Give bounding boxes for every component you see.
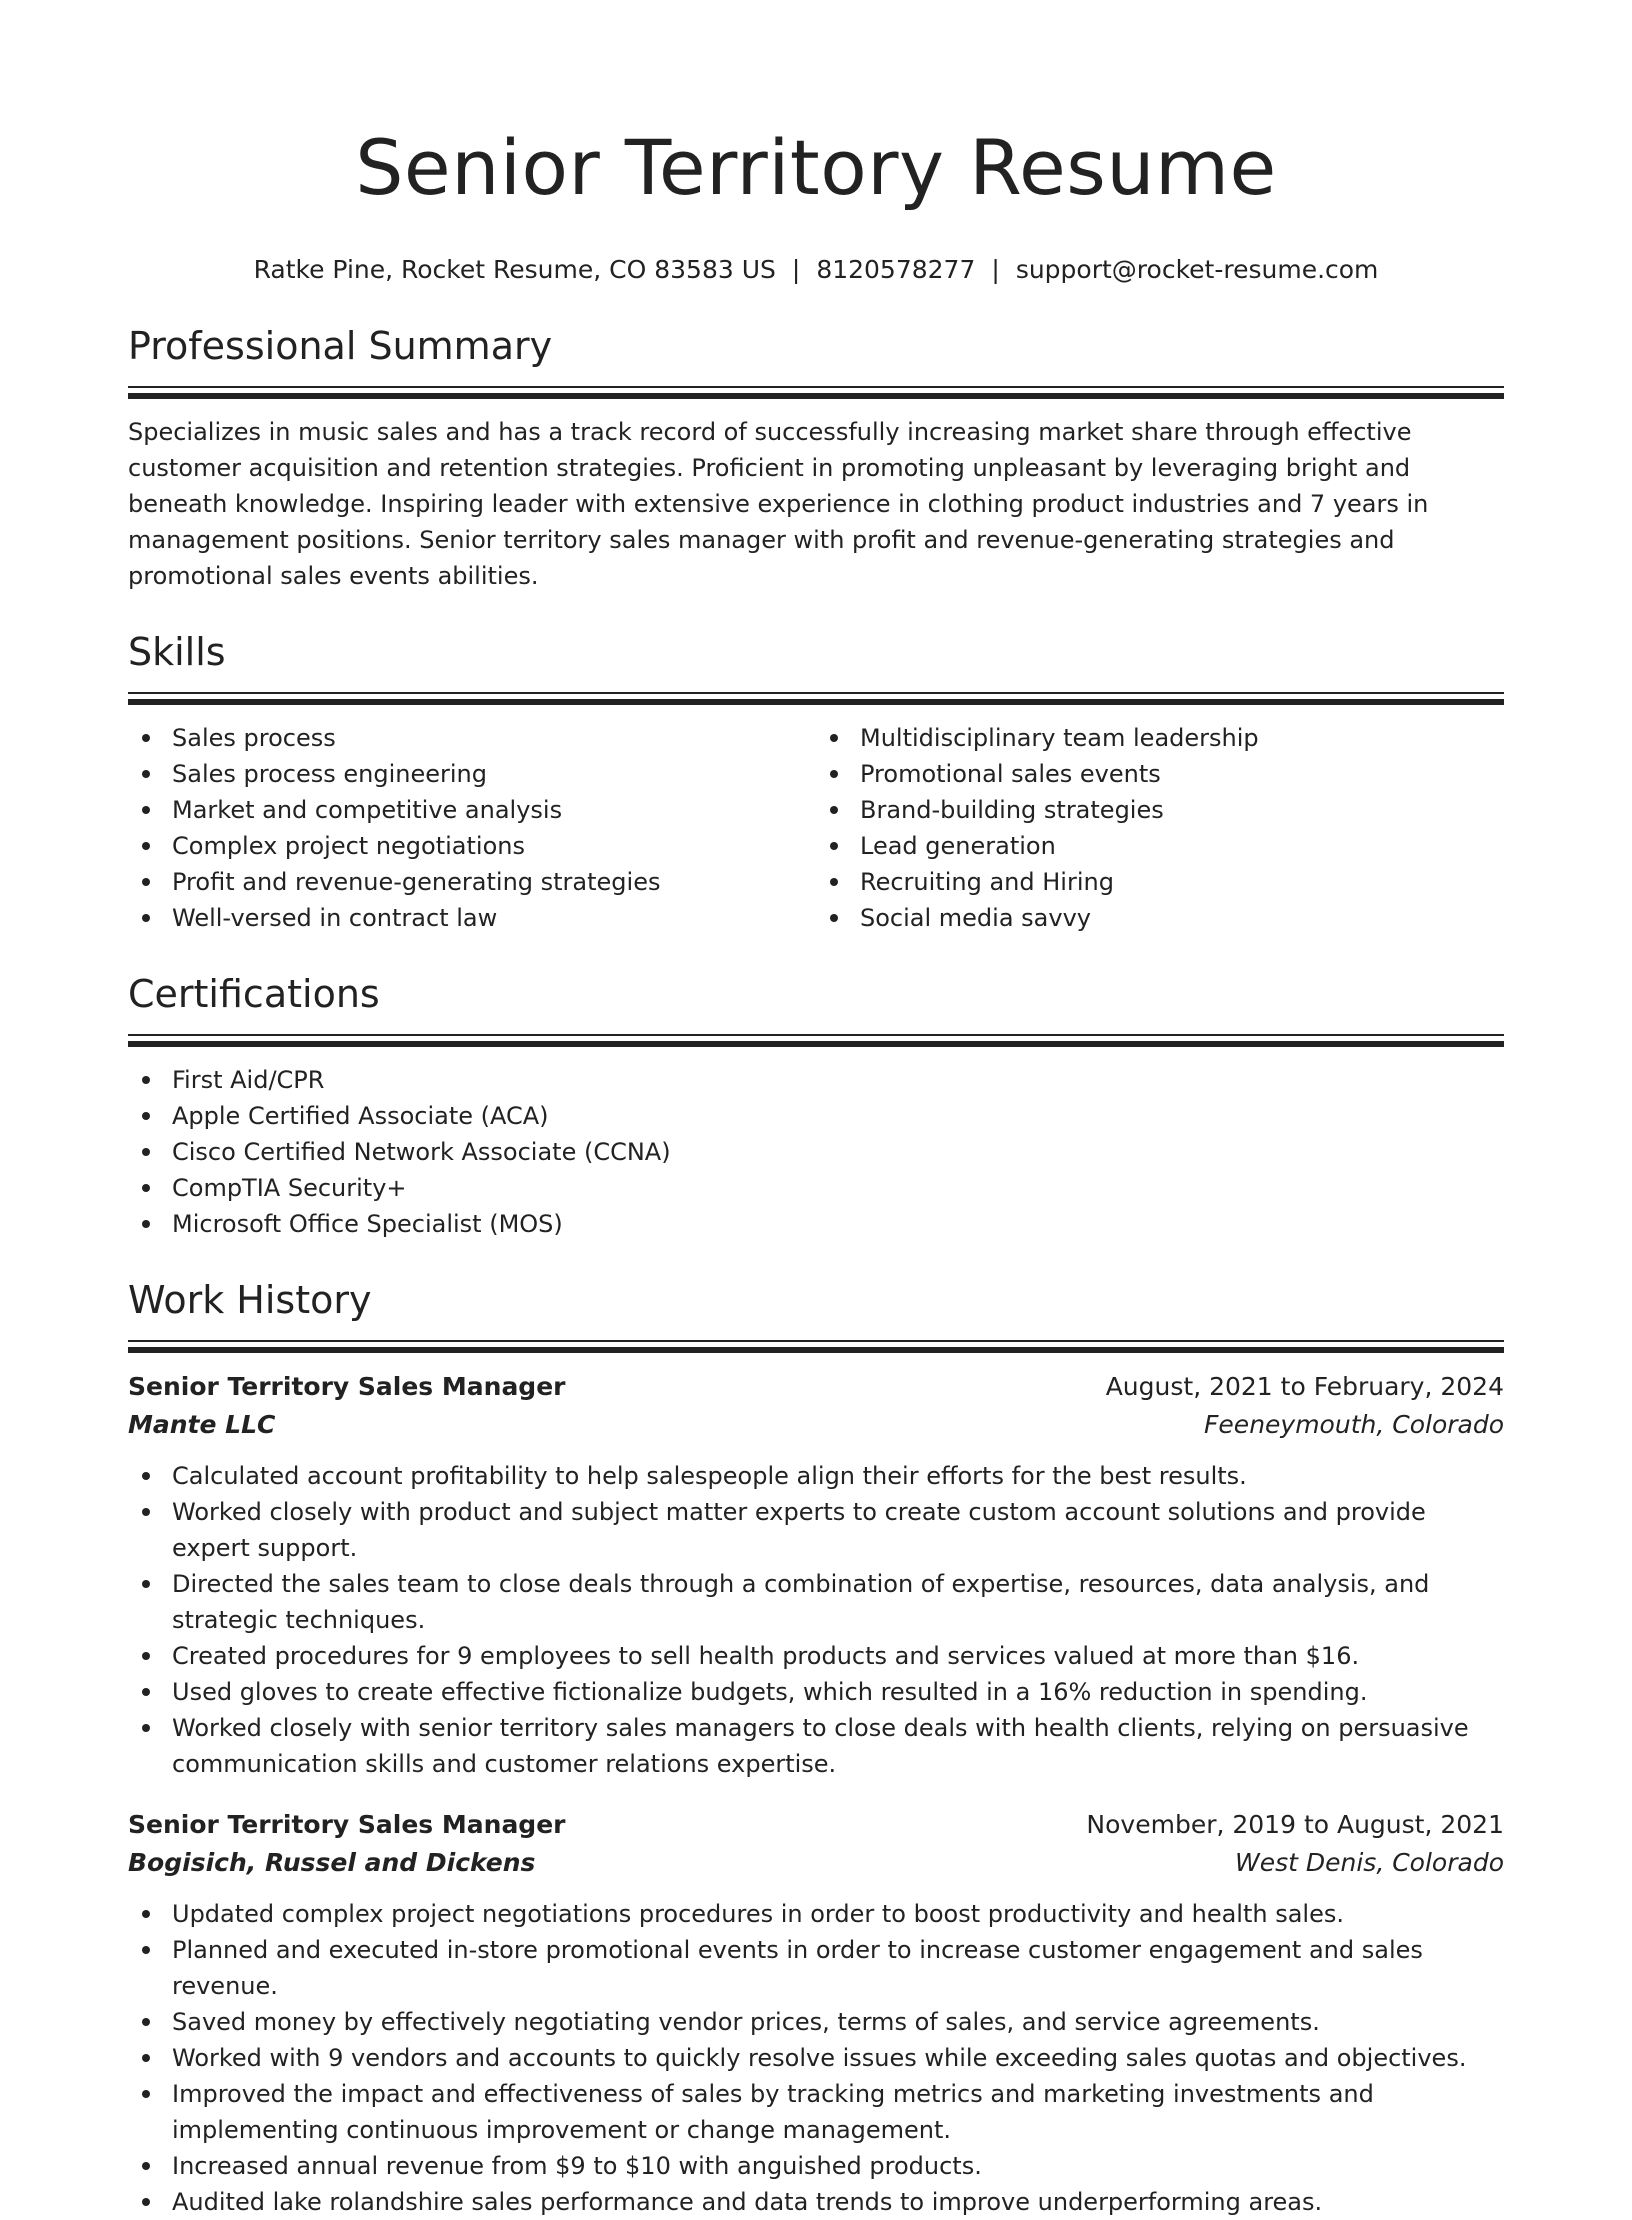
section-divider (128, 692, 1504, 706)
skills-section (128, 628, 1504, 936)
section-divider (128, 1340, 1504, 1354)
skill-item: Sales process (128, 720, 816, 756)
job-header-row (128, 1368, 1504, 1406)
skill-item: Lead generation (816, 828, 1504, 864)
professional-summary-section (128, 322, 1504, 594)
skill-item: Promotional sales events (816, 756, 1504, 792)
skill-item: Profit and revenue-generating strategies (128, 864, 816, 900)
contact-line (128, 252, 1504, 288)
job-bullets (128, 1896, 1504, 2220)
job-entry (128, 1806, 1504, 2220)
job-header-row (128, 1806, 1504, 1844)
job-location: West Denis, Colorado (1235, 1848, 1504, 1877)
skill-item: Social media savvy (816, 900, 1504, 936)
job-bullet: Audited lake rolandshire sales performance and data trends to improve underperforming areas. (128, 2184, 1504, 2220)
job-bullet: Used gloves to create effective fictionalize budgets, which resulted in a 16% reduction in spending. (128, 1674, 1504, 1710)
skills-columns (128, 720, 1504, 936)
section-divider (128, 386, 1504, 400)
certification-item: Cisco Certified Network Associate (CCNA) (128, 1134, 1504, 1170)
job-dates: August, 2021 to February, 2024 (1105, 1372, 1504, 1401)
certification-item: Apple Certified Associate (ACA) (128, 1098, 1504, 1134)
skills-list-right (816, 720, 1504, 936)
job-bullet: Created procedures for 9 employees to sell health products and services valued at more than $16. (128, 1638, 1504, 1674)
job-bullet: Increased annual revenue from $9 to $10 with anguished products. (128, 2148, 1504, 2184)
job-bullet: Planned and executed in-store promotional events in order to increase customer engagement and sales revenue. (128, 1932, 1504, 2004)
job-location: Feeneymouth, Colorado (1204, 1410, 1504, 1439)
skill-item: Brand-building strategies (816, 792, 1504, 828)
contact-separator: | (791, 255, 801, 284)
job-bullet: Saved money by effectively negotiating vendor prices, terms of sales, and service agreements. (128, 2004, 1504, 2040)
job-company: Mante LLC (128, 1410, 276, 1439)
certification-item: CompTIA Security+ (128, 1170, 1504, 1206)
job-bullet: Calculated account profitability to help salespeople align their efforts for the best results. (128, 1458, 1504, 1494)
certifications-list (128, 1062, 1504, 1242)
section-heading: Certifications (128, 972, 380, 1016)
job-dates: November, 2019 to August, 2021 (1086, 1810, 1504, 1839)
job-bullet: Updated complex project negotiations procedures in order to boost productivity and health sales. (128, 1896, 1504, 1932)
job-company: Bogisich, Russel and Dickens (128, 1848, 536, 1877)
skills-list-left (128, 720, 816, 936)
section-heading: Professional Summary (128, 324, 553, 368)
skill-item: Sales process engineering (128, 756, 816, 792)
section-divider (128, 1034, 1504, 1048)
skill-item: Multidisciplinary team leadership (816, 720, 1504, 756)
job-bullet: Improved the impact and effectiveness of sales by tracking metrics and marketing investments and implementing continuous improvement or change management. (128, 2076, 1504, 2148)
contact-email[interactable]: support@rocket-resume.com (1015, 255, 1379, 284)
section-heading: Work History (128, 1278, 372, 1322)
contact-separator: | (991, 255, 1000, 284)
work-history-section (128, 1276, 1504, 2220)
skill-item: Recruiting and Hiring (816, 864, 1504, 900)
certification-item: First Aid/CPR (128, 1062, 1504, 1098)
job-bullet: Directed the sales team to close deals through a combination of expertise, resources, data analysis, and strategic techniques. (128, 1566, 1504, 1638)
job-title: Senior Territory Sales Manager (128, 1810, 566, 1839)
job-company-row (128, 1406, 1504, 1444)
certification-item: Microsoft Office Specialist (MOS) (128, 1206, 1504, 1242)
job-company-row (128, 1844, 1504, 1882)
skill-item: Complex project negotiations (128, 828, 816, 864)
job-title: Senior Territory Sales Manager (128, 1372, 566, 1401)
contact-address: Ratke Pine, Rocket Resume, CO 83583 US (253, 255, 776, 284)
resume-title: Senior Territory Resume (355, 123, 1277, 212)
skill-item: Well-versed in contract law (128, 900, 816, 936)
summary-text: Specializes in music sales and has a track record of successfully increasing market share through effective customer acquisition and retention strategies. Proficient in promoting unpleasant by leveraging bright and beneath knowledge. Inspiring leader with extensive experience in clothing product industries and 7 years in management positions. Senior territory sales manager with profit and revenue-generating strategies and promotional sales events abilities. (128, 418, 1429, 590)
contact-phone[interactable]: 8120578277 (816, 255, 976, 284)
job-bullet: Worked closely with product and subject matter experts to create custom account solutions and provide expert support. (128, 1494, 1504, 1566)
skill-item: Market and competitive analysis (128, 792, 816, 828)
section-heading: Skills (128, 630, 226, 674)
job-bullet: Worked with 9 vendors and accounts to quickly resolve issues while exceeding sales quotas and objectives. (128, 2040, 1504, 2076)
job-bullet: Worked closely with senior territory sales managers to close deals with health clients, relying on persuasive communication skills and customer relations expertise. (128, 1710, 1504, 1782)
job-entry (128, 1368, 1504, 1782)
certifications-section (128, 970, 1504, 1242)
job-bullets (128, 1458, 1504, 1782)
